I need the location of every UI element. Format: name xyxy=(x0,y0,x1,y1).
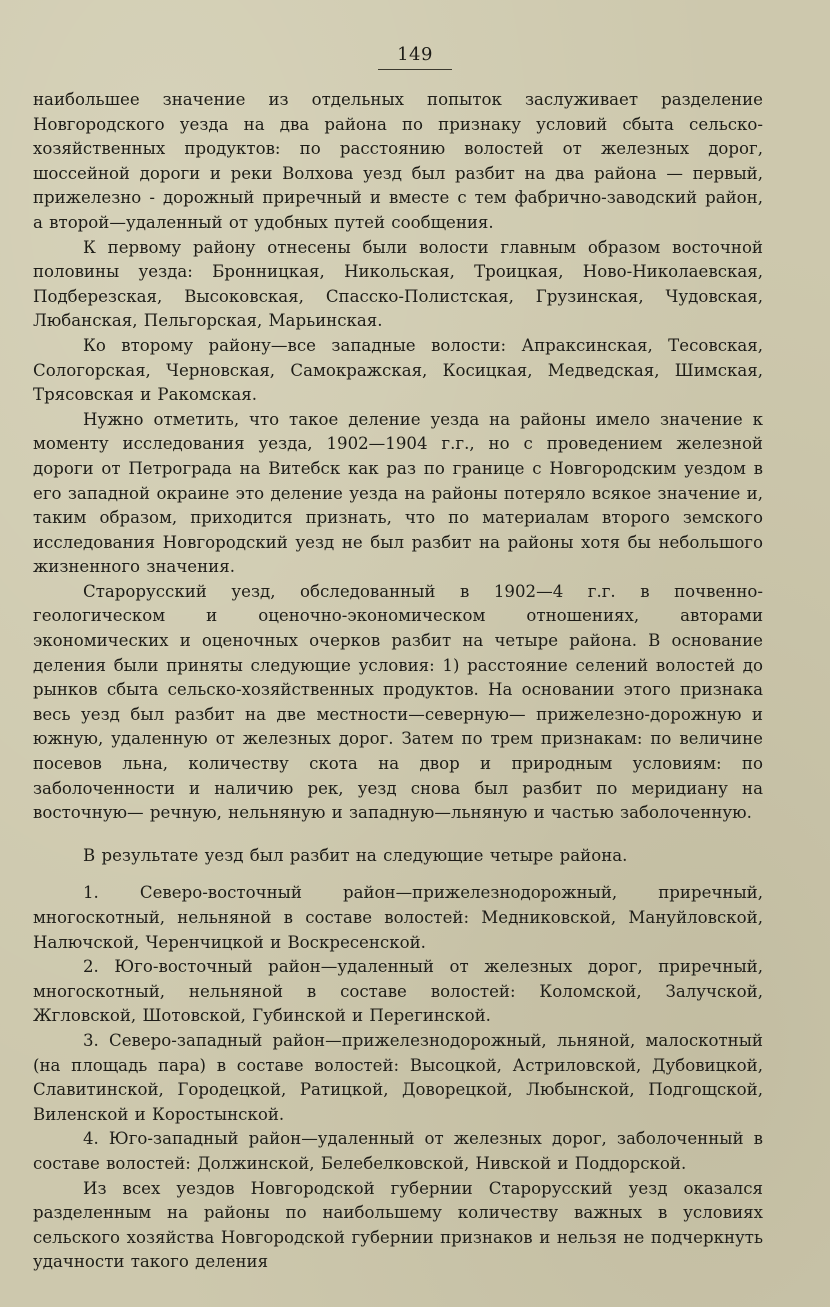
paragraph-starorussky-county: Старорусский уезд, обследованный в 1902—4 г.г. в почвенно-геологическом и оценочно-экономическом отношениях, авторами экономических и оценочных очерков разбит на четыре района. В основание деления были приняты следующие условия: 1) расстояние селений волостей до рынков сбыта сельско-хозяйственных продуктов. На основании этого признака весь уезд был разбит на две местности—северную— прижелезно-дорожную и южную, удаленную от железных дорог. Затем по трем признакам: по величине посевов льна, количеству скота на двор и природным условиям: по заболоченности и наличию рек, уезд снова был разбит по меридиану на восточную— речную, нельняную и западную—льняную и частью заболоченную. xyxy=(33,581,763,823)
page-number: 149 xyxy=(397,44,433,65)
list-item-district-4: 4. Юго-западный район—удаленный от железных дорог, заболоченный в составе волостей: Должинской, Белебелковской, Нивской и Поддорской. xyxy=(33,1129,763,1173)
header-rule xyxy=(378,69,452,70)
paragraph-spacer xyxy=(33,868,763,881)
paragraph-first-district: К первому району отнесены были волости главным образом восточной половины уезда: Бронницкая, Никольская, Троицкая, Ново-Николаевская, Подберезская, Высоковская, Спасско-Полистская, Грузинская, Чудовская, Любанская, Пельгорская, Марьинская. xyxy=(33,237,763,331)
list-item-district-3: 3. Северо-западный район—прижелезнодорожный, льняной, малоскотный (на площадь пара) в составе волостей: Высоцкой, Астриловской, Дубовицкой, Славитинской, Городецкой, Ратицкой, Доворецкой, Любынской, Подгощской, Виленской и Коростынской. xyxy=(33,1030,763,1124)
list-item-district-1: 1. Северо-восточный район—прижелезнодорожный, приречный, многоскотный, нельняной в составе волостей: Медниковской, Мануйловской, Налючской, Черенчицкой и Воскресенской. xyxy=(33,883,763,952)
list-item-district-2: 2. Юго-восточный район—удаленный от железных дорог, приречный, многоскотный, нельняной в составе волостей: Коломской, Залучской, Жгловской, Шотовской, Губинской и Перегинской. xyxy=(33,957,763,1026)
paragraph-conclusion: Из всех уездов Новгородской губернии Старорусский уезд оказался разделенным на районы по наибольшему количеству важных в условиях сельского хозяйства Новгородской губернии признаков и нельзя не подчеркнуть удачности такого деления xyxy=(33,1178,763,1272)
paragraph-division-note: Нужно отметить, что такое деление уезда на районы имело значение к моменту исследования уезда, 1902—1904 г.г., но с проведением железной дороги от Петрограда на Витебск как раз по границе с Новгородским уездом в его западной окраине это деление уезда на районы потеряло всякое значение и, таким образом, приходится признать, что по материалам второго земского исследования Новгородский уезд не был разбит на районы хотя бы небольшого жизненного значения. xyxy=(33,409,763,577)
page-header xyxy=(0,44,830,70)
paragraph-second-district: Ко второму району—все западные волости: Апраксинская, Тесовская, Сологорская, Черновская, Самокражская, Косицкая, Медведская, Шимская, Трясовская и Ракомская. xyxy=(33,335,763,405)
paragraph-novgorod-division: наибольшее значение из отдельных попыток заслуживает разделение Новгородского уезда на два района по признаку условий сбыта сельско-хозяйственных продуктов: по расстоянию волостей от железных дорог, шоссейной дороги и реки Волхова уезд был разбит на два района — первый, прижелезно - дорожный приречный и вместе с тем фабрично-заводский район, а второй—удаленный от удобных путей сообщения. xyxy=(33,90,763,232)
page-body xyxy=(33,88,763,1275)
paragraph-result-intro: В результате уезд был разбит на следующие четыре района. xyxy=(83,845,628,865)
